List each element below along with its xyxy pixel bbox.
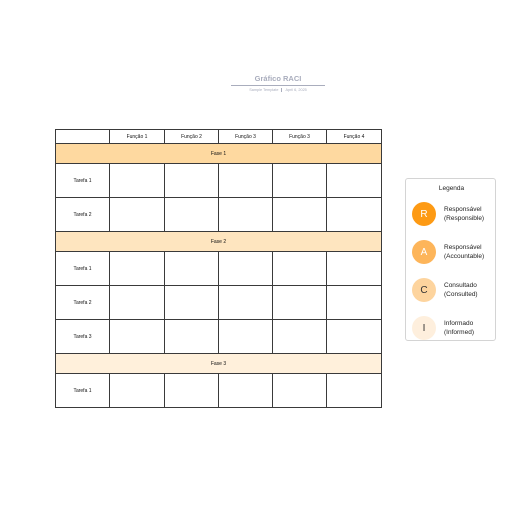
raci-cell[interactable] — [219, 374, 273, 408]
legend-item — [412, 315, 496, 341]
raci-cell[interactable] — [327, 320, 382, 354]
legend-label-english: (Responsible) — [444, 214, 485, 222]
legend-label: Informado — [444, 320, 474, 327]
legend-text — [444, 320, 474, 337]
raci-cell[interactable] — [273, 198, 327, 232]
header-row — [56, 130, 382, 144]
legend-label-english: (Consulted) — [444, 290, 478, 298]
role-header: Função 2 — [165, 130, 219, 144]
raci-cell[interactable] — [273, 252, 327, 286]
phase-label: Fase 1 — [56, 144, 382, 164]
raci-cell[interactable] — [273, 320, 327, 354]
raci-cell[interactable] — [273, 164, 327, 198]
role-header: Função 4 — [327, 130, 382, 144]
phase-label: Fase 3 — [56, 354, 382, 374]
raci-cell[interactable] — [219, 286, 273, 320]
raci-cell[interactable] — [165, 164, 219, 198]
task-row — [56, 320, 382, 354]
raci-cell[interactable] — [165, 286, 219, 320]
subtitle-date: April 6, 2025 — [285, 88, 307, 92]
raci-cell[interactable] — [273, 286, 327, 320]
legend-badge-r: R — [412, 202, 436, 226]
raci-cell[interactable] — [273, 374, 327, 408]
phase-row — [56, 354, 382, 374]
raci-cell[interactable] — [110, 198, 165, 232]
task-label: Tarefa 2 — [56, 286, 110, 320]
raci-cell[interactable] — [110, 286, 165, 320]
task-row — [56, 286, 382, 320]
role-header: Função 1 — [110, 130, 165, 144]
legend-badge-i: I — [412, 316, 436, 340]
raci-table — [55, 129, 382, 408]
legend-item — [412, 277, 496, 303]
role-header: Função 3 — [273, 130, 327, 144]
raci-cell[interactable] — [219, 198, 273, 232]
legend-label-english: (Informed) — [444, 328, 474, 336]
document-title: Gráfico RACI — [254, 74, 302, 83]
legend-label-english: (Accountable) — [444, 252, 485, 260]
task-label: Tarefa 3 — [56, 320, 110, 354]
legend-title: Legenda — [438, 185, 465, 192]
task-label: Tarefa 1 — [56, 252, 110, 286]
document-subtitle — [0, 88, 516, 92]
raci-cell[interactable] — [110, 374, 165, 408]
raci-cell[interactable] — [219, 164, 273, 198]
corner-cell — [56, 130, 110, 144]
legend-item — [412, 239, 496, 265]
legend-text — [444, 206, 484, 223]
legend-label: Consultado — [444, 282, 477, 289]
task-label: Tarefa 1 — [56, 374, 110, 408]
role-header: Função 3 — [219, 130, 273, 144]
task-label: Tarefa 2 — [56, 198, 110, 232]
legend-text — [444, 282, 478, 299]
phase-row — [56, 144, 382, 164]
legend-label: Responsável — [444, 244, 482, 251]
task-row — [56, 374, 382, 408]
raci-cell[interactable] — [165, 320, 219, 354]
legend-text — [444, 244, 484, 261]
raci-cell[interactable] — [110, 164, 165, 198]
legend-panel — [405, 178, 496, 341]
task-label: Tarefa 1 — [56, 164, 110, 198]
legend-label: Responsável — [444, 206, 482, 213]
task-row — [56, 198, 382, 232]
raci-cell[interactable] — [327, 164, 382, 198]
raci-cell[interactable] — [165, 252, 219, 286]
raci-cell[interactable] — [219, 252, 273, 286]
raci-cell[interactable] — [327, 252, 382, 286]
legend-badge-a: A — [412, 240, 436, 264]
phase-label: Fase 2 — [56, 232, 382, 252]
raci-cell[interactable] — [219, 320, 273, 354]
task-row — [56, 252, 382, 286]
raci-cell[interactable] — [327, 374, 382, 408]
raci-cell[interactable] — [327, 286, 382, 320]
subtitle-template: Sample Template — [249, 88, 279, 92]
legend-badge-c: C — [412, 278, 436, 302]
raci-cell[interactable] — [110, 320, 165, 354]
raci-cell[interactable] — [327, 198, 382, 232]
raci-cell[interactable] — [165, 198, 219, 232]
raci-cell[interactable] — [110, 252, 165, 286]
title-underline — [231, 85, 325, 86]
legend-item — [412, 201, 496, 227]
task-row — [56, 164, 382, 198]
subtitle-separator — [281, 88, 282, 92]
phase-row — [56, 232, 382, 252]
raci-cell[interactable] — [165, 374, 219, 408]
